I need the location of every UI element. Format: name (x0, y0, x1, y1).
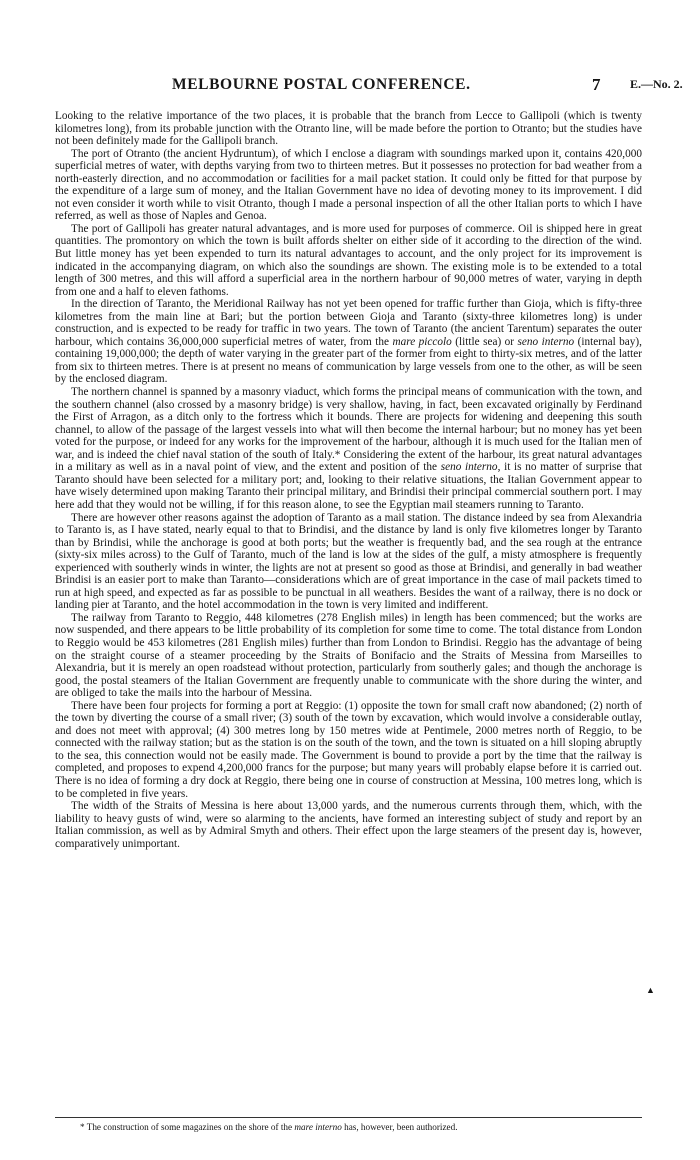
running-title: MELBOURNE POSTAL CONFERENCE. (172, 76, 471, 93)
paragraph: The port of Gallipoli has greater natural advantages, and is more used for purposes of commerce. Oil is shipped here in great quantities. The promontory on which the town is built affords shelter on either side of it according to the direction of the wind. But little money has yet been expended to turn its natural advantages to account, and the only project for its improvement is indicated in the accompanying diagram, on which also the soundings are shown. The existing mole is to be extended to a total length of 300 metres, and this will afford a superficial area in the northern harbour of 90,000 metres of water, varying in depth from one and a half to eleven fathoms. (55, 222, 642, 298)
footnote-rule (55, 1117, 642, 1118)
paragraph: The width of the Straits of Messina is here about 13,000 yards, and the numerous currents through them, which, with the liability to heavy gusts of wind, were so alarming to the ancients, have formed an interesting subject of study and report by an Italian commission, as well as by Admiral Smyth and others. Their effect upon the large steamers of the present day is, however, comparatively unimportant. (55, 800, 642, 850)
paragraph: There have been four projects for forming a port at Reggio: (1) opposite the town for small craft now abandoned; (2) north of the town by diverting the course of a small river; (3) south of the town by excavation, which would involve a considerable outlay, and does not meet with approval; (4) 300 metres long by 150 metres wide at Pentimele, 2000 metres north of Reggio, to be connected with the railway station; but as the station is on the south of the town, and the town is situated on a hill sloping abruptly to the sea, this connection would not be easily made. The Government is bound to provide a port by the time that the railway is completed, and proposes to expend 4,200,000 francs for the purpose; but many years will probably elapse before it is carried out. There is no idea of forming a dry dock at Reggio, there being one in course of construction at Messina, 100 metres long, which is to be completed in five years. (55, 699, 642, 800)
body-text (55, 110, 642, 850)
paragraph: The northern channel is spanned by a masonry viaduct, which forms the principal means of communication with the town, and the southern channel (also crossed by a masonry bridge) is very shallow, having, in fact, been excavated originally by Ferdinand the First of Arragon, as a ditch only to the fortress which it bounds. There are projects for widening and deepening this south channel, to allow of the passage of the largest vessels into what will then become the internal harbour; but no money has yet been voted for the purpose, or indeed for any works for the improvement of the harbour, although it is much used for the Italian men of war, and is indeed the chief naval station of the south of Italy.* Considering the extent of the harbour, its great natural advantages in a military as well as in a naval point of view, and the extent and position of the seno interno, it is no matter of surprise that Taranto should have been selected for a military port; and, looking to their relative situations, the Italian Government appear to have wisely determined upon making Taranto their principal military, and Brindisi their principal commercial southern port. I may here add that they would not be willing, if for this reason alone, to see the Egyptian mail steamers running to Taranto. (55, 386, 642, 511)
paragraph: The port of Otranto (the ancient Hydruntum), of which I enclose a diagram with soundings marked upon it, contains 420,000 superficial metres of water, with depths varying from two to thirteen metres. But it possesses no protection for bad weather from a north-easterly direction, and no accommodation or facilities for a mail packet station. It could only be fitted for that purpose by the expenditure of a large sum of money, and the Italian Government have no idea of devoting money to its improvement. I did not even consider it worth while to visit Otranto, though I made a personal inspection of all the other Italian ports to which I have referred, as well as those of Naples and Genoa. (55, 147, 642, 223)
margin-mark: ▲ (646, 985, 655, 995)
page-number: 7 (592, 75, 601, 94)
document-reference: E.—No. 2. (630, 77, 683, 91)
paragraph: In the direction of Taranto, the Meridional Railway has not yet been opened for traffic further than Gioja, which is fifty-three kilometres from the main line at Bari; but the portion between Gioja and Taranto (sixty-three kilometres long) is under construction, and is expected to be ready for traffic in two years. The town of Taranto (the ancient Tarentum) separates the outer harbour, which contains 36,000,000 superficial metres of water, from the mare piccolo (little sea) or seno interno (internal bay), containing 19,000,000; the depth of water varying in the greater part of the former from eight to thirty-six metres, and of the latter from six to thirteen metres. There is at present no means of communication by large vessels from one to the other, as will be seen by the enclosed diagram. (55, 298, 642, 386)
paragraph: Looking to the relative importance of the two places, it is probable that the branch from Lecce to Gallipoli (which is twenty kilometres long), from its probable junction with the Otranto line, will be made before the portion to Otranto; but the studies have not been definitely made for the Gallipoli branch. (55, 110, 642, 148)
paragraph: There are however other reasons against the adoption of Taranto as a mail station. The distance indeed by sea from Alexandria to Taranto is, as I have stated, nearly equal to that to Brindisi, and the distance by land is only five kilometres longer by Taranto than by Brindisi, while the anchorage is good at both ports; but the weather is frequently bad, and the sea rough at the entrance (sixty-six miles across) to the Gulf of Taranto, much of the land is low at the sides of the gulf, a misty atmosphere is frequently experienced with southerly winds in winter, the lights are not at present so good as those at Brindisi, and generally in bad weather Brindisi is an easier port to make than Taranto—considerations which are of great importance in the case of mail packets timed to run at high speed, and expected as far as possible to be punctual in all weathers. Besides the want of a railway, there is no dock or landing pier at Taranto, and the hotel accommodation in the town is very limited and indifferent. (55, 511, 642, 612)
paragraph: The railway from Taranto to Reggio, 448 kilometres (278 English miles) in length has been commenced; but the works are now suspended, and there appears to be little probability of its completion for some time to come. The total distance from London to Reggio would be 453 kilometres (281 English miles) further than from London to Brindisi. Reggio has the advantage of being on the straight course of a steamer proceeding by the Straits of Bonifacio and the Straits of Messina from Marseilles to Alexandria, but it is merely an open roadstead without protection, particularly from southerly gales; and though the anchorage is good, the postal steamers of the Italian Government are frequently unable to communicate with the shore during the winter, and are obliged to take the mails into the harbour of Messina. (55, 611, 642, 700)
page-header (0, 76, 700, 96)
footnote: * The construction of some magazines on the shore of the mare interno has, however, been authorized. (80, 1122, 458, 1132)
